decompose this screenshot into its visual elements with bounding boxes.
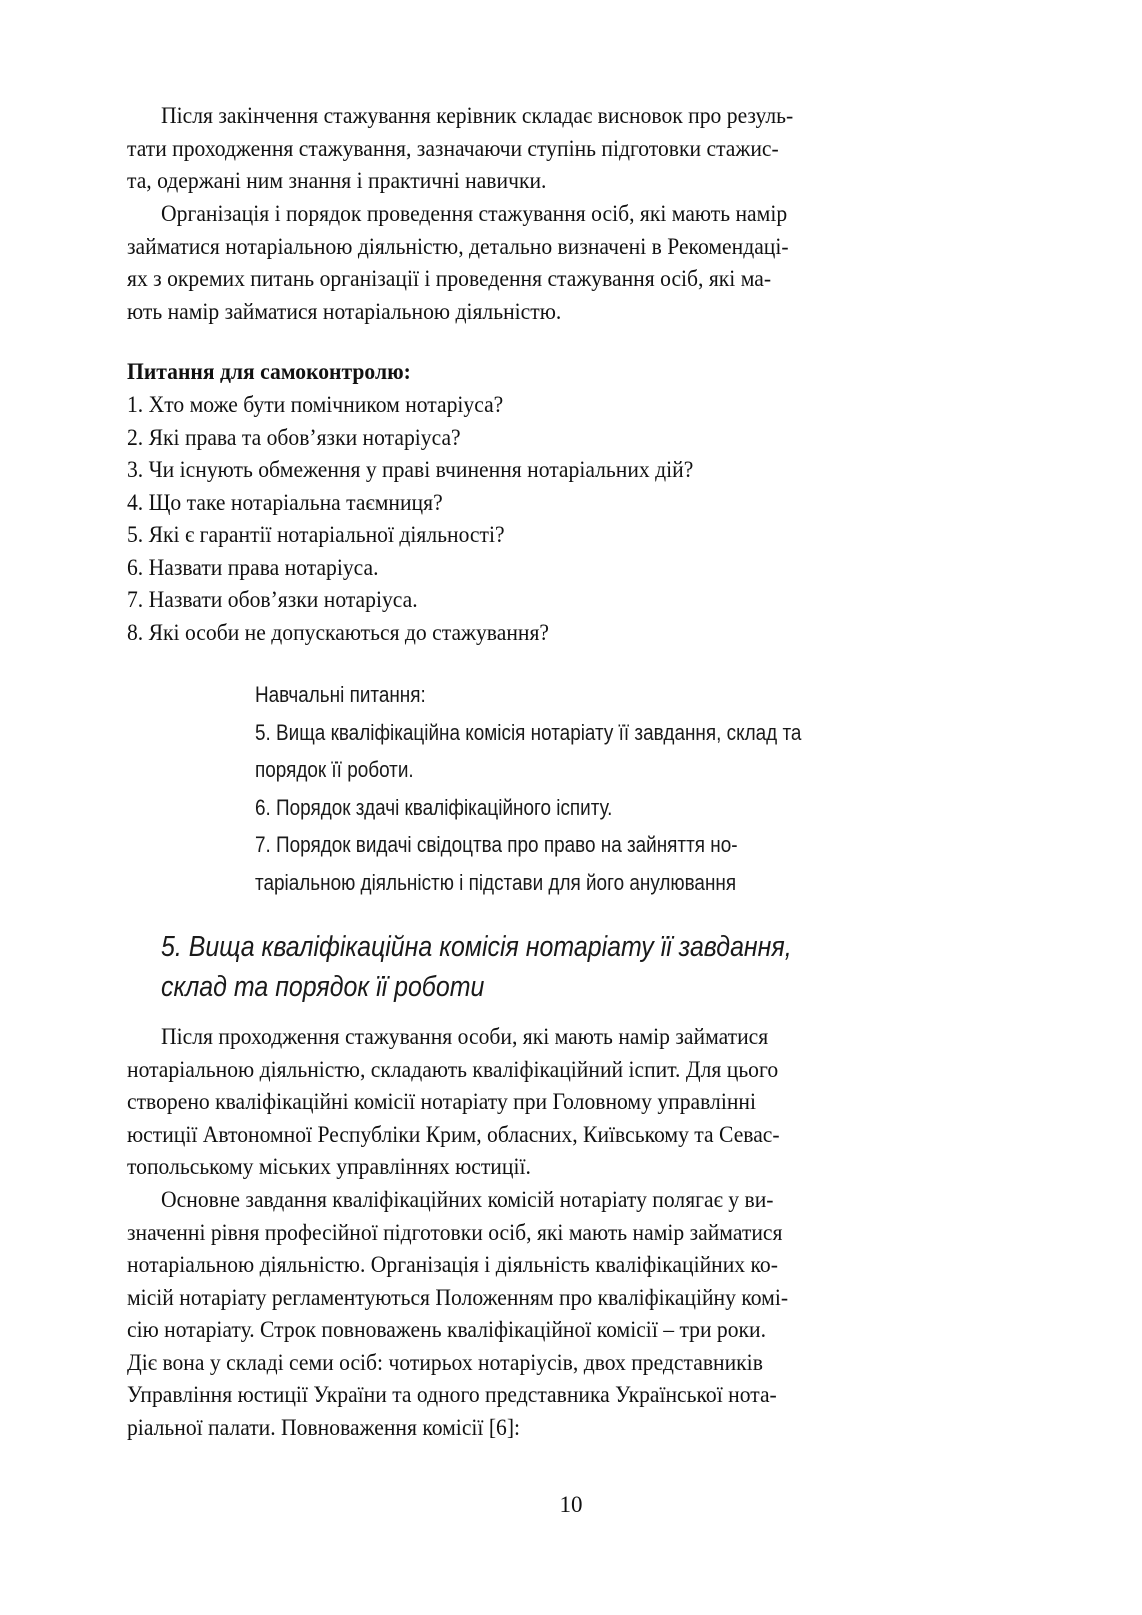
page-number: 10	[559, 1492, 583, 1517]
study-question-line: таріальною діяльністю і підстави для його анулювання	[255, 869, 737, 895]
body-paragraph-2	[127, 1184, 937, 1444]
text-line: ях з окремих питань організації і проведення стажування осіб, які ма-	[127, 266, 772, 292]
text-line: топольському міських управліннях юстиції.	[127, 1154, 531, 1180]
study-question-line: 5. Вища кваліфікаційна комісія нотаріату її завдання, склад та	[255, 719, 802, 745]
text-line: нотаріальною діяльністю, складають кваліфікаційний іспит. Для цього	[127, 1056, 779, 1083]
text-line: займатися нотаріальною діяльністю, детально визначені в Рекомендаці-	[127, 233, 789, 260]
text-line: ють намір займатися нотаріальною діяльністю.	[127, 298, 562, 325]
section-heading-line: 5. Вища кваліфікаційна комісія нотаріату її завдання,	[161, 931, 792, 963]
study-questions-block	[255, 676, 909, 901]
intro-paragraph-2	[127, 198, 937, 328]
text-line: нотаріальною діяльністю. Організація і діяльність кваліфікаційних ко-	[127, 1252, 778, 1278]
question-item: 2. Які права та обов’язки нотаріуса?	[127, 424, 461, 451]
text-line: Після проходження стажування особи, які мають намір займатися	[161, 1024, 769, 1050]
text-line: юстиції Автономної Республіки Крим, обласних, Київському та Севас-	[127, 1121, 780, 1148]
text-line: тати проходження стажування, зазначаючи ступінь підготовки стажис-	[127, 135, 779, 162]
text-line: місій нотаріату регламентуються Положенням про кваліфікаційну комі-	[127, 1284, 789, 1311]
text-line: Управління юстиції України та одного представника Української нота-	[127, 1382, 777, 1408]
question-item: 4. Що таке нотаріальна таємниця?	[127, 489, 443, 516]
question-item: 3. Чи існують обмеження у праві вчинення нотаріальних дій?	[127, 457, 694, 483]
question-item: 6. Назвати права нотаріуса.	[127, 554, 379, 581]
study-questions-title: Навчальні питання:	[255, 682, 426, 707]
text-line: Основне завдання кваліфікаційних комісій нотаріату полягає у ви-	[161, 1187, 774, 1213]
section-heading-line: склад та порядок її роботи	[161, 971, 485, 1003]
question-item: 1. Хто може бути помічником нотаріуса?	[127, 392, 504, 418]
study-question-line: 7. Порядок видачі свідоцтва про право на зайняття но-	[255, 832, 738, 857]
text-line: та, одержані ним знання і практичні навички.	[127, 168, 547, 194]
self-control-title: Питання для самоконтролю:	[127, 359, 411, 385]
section-heading	[161, 927, 792, 1007]
text-line: ріальної палати. Повноваження комісії [6]:	[127, 1414, 521, 1441]
question-item: 8. Які особи не допускаються до стажування?	[127, 619, 550, 646]
self-control-question-list	[127, 389, 693, 649]
text-line: створено кваліфікаційні комісії нотаріату при Головному управлінні	[127, 1089, 756, 1115]
intro-paragraph-1	[127, 100, 937, 198]
text-line: Організація і порядок проведення стажування осіб, які мають намір	[161, 201, 788, 227]
body-paragraph-1	[127, 1021, 937, 1184]
study-question-line: 6. Порядок здачі кваліфікаційного іспиту.	[255, 794, 613, 820]
study-question-line: порядок її роботи.	[255, 757, 414, 782]
question-item: 5. Які є гарантії нотаріальної діяльності?	[127, 522, 505, 548]
text-line: Діє вона у складі семи осіб: чотирьох нотаріусів, двох представників	[127, 1349, 763, 1376]
text-line: значенні рівня професійної підготовки осіб, які мають намір займатися	[127, 1219, 783, 1246]
question-item: 7. Назвати обов’язки нотаріуса.	[127, 587, 418, 613]
text-line: Після закінчення стажування керівник складає висновок про резуль-	[161, 103, 794, 129]
text-line: сію нотаріату. Строк повноважень кваліфікаційної комісії – три роки.	[127, 1317, 767, 1343]
